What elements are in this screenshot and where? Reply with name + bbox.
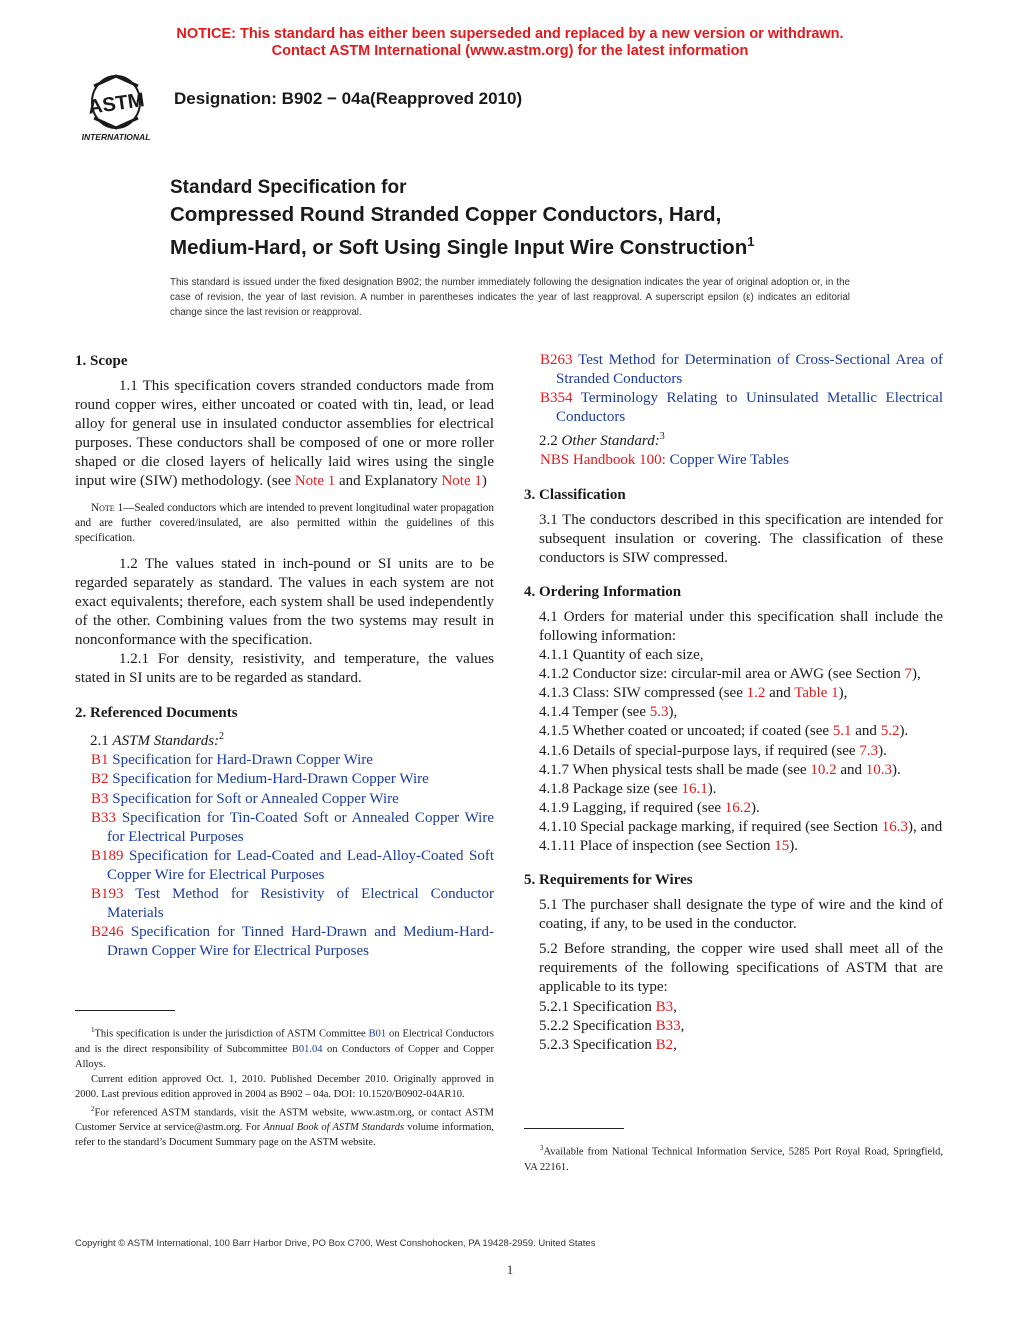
designation: Designation: B902 − 04a(Reapproved 2010) (174, 89, 523, 108)
para-4-1-6-text: 4.1.6 Details of special-purpose lays, if required (see (539, 742, 856, 759)
title-line-2: Compressed Round Stranded Copper Conductors, Hard, (170, 203, 722, 226)
para-5-2-2: 5.2.2 Specification B33, (539, 1017, 685, 1034)
note-1-label: Note 1 (91, 501, 124, 514)
reference-title: Test Method for Determination of Cross-Sectional Area of Stranded Conductors (556, 352, 943, 388)
para-1-1-mid: and Explanatory (338, 473, 438, 490)
footnote-2: $^2$For referenced ASTM standards, visit the ASTM website, www.astm.org, or contact ASTM Customer Service at service@astm.org. For Annual Book of ASTM Standards volume information, refer to the standard’s Document Summary page on the ASTM website. (75, 1104, 494, 1148)
section-4-heading: 4. Ordering Information (524, 583, 682, 600)
para-4-1-7-text: 4.1.7 When physical tests shall be made (see (539, 761, 807, 778)
para-4-1-10-text: 4.1.10 Special package marking, if required (see Section (539, 818, 879, 835)
para-1-2-1: 1.2.1 For density, resistivity, and temperature, the values stated in SI units are to be regarded as standard. (75, 651, 494, 687)
para-4-1-5-end: ). (899, 723, 909, 740)
para-4-1-1: 4.1.1 Quantity of each size, (539, 647, 704, 664)
para-4-1: 4.1 Orders for material under this specification shall include the following information: (539, 608, 943, 644)
para-4-1-4-text: 4.1.4 Temper (see (539, 704, 646, 721)
notice-line-2: Contact ASTM International (www.astm.org) for the latest information (271, 43, 749, 59)
para-5-2-1: 5.2.1 Specification B3, (539, 998, 677, 1015)
astm-reference-list (75, 751, 494, 961)
committee-b01-link[interactable]: B01 (368, 1028, 387, 1040)
section-1-2-link[interactable]: 1.2 (746, 685, 766, 702)
reference-code: B189 (91, 847, 124, 864)
logo-org-text: INTERNATIONAL (81, 132, 151, 142)
para-4-1-5 (524, 722, 943, 741)
section-3-heading: 3. Classification (524, 486, 626, 503)
para-3-1: 3.1 The conductors described in this specification are intended for subsequent insulation or covering. The classification of these conductors is SIW compressed. (539, 511, 943, 566)
para-4-1-2-text: 4.1.2 Conductor size: circular-mil area or AWG (see Section (539, 666, 901, 683)
para-4-1-9-text: 4.1.9 Lagging, if required (see (539, 799, 722, 816)
copyright: Copyright © ASTM International, 100 Barr Harbor Drive, PO Box C700, West Conshohocken, PA 19428-2959. United States (75, 1238, 596, 1249)
left-footnotes (75, 1010, 494, 1150)
para-4-1-3-text: 4.1.3 Class: SIW compressed (see (539, 685, 743, 702)
section-5-heading: 5. Requirements for Wires (524, 872, 693, 889)
para-1-2: 1.2 The values stated in inch-pound or SI units are to be regarded separately as standard. The values in each system are not exact equivalents; therefore, each system shall be used independently of the other. Combining values from the two systems may result in nonconformance with the specification. (75, 555, 494, 648)
para-2-1-label: 2.1 (90, 733, 109, 750)
section-7-3-link[interactable]: 7.3 (859, 742, 879, 759)
reference-code: B354 (540, 390, 573, 407)
note-1 (75, 501, 494, 546)
para-4-1-11 (524, 837, 943, 856)
nbs-code: NBS Handbook 100: (540, 452, 666, 469)
para-4-1-8-end: ). (707, 780, 717, 797)
table-1-link[interactable]: Table 1 (794, 685, 839, 702)
para-4-1-6 (524, 742, 943, 761)
para-2-1-sup: 2 (219, 731, 225, 743)
footnote-1: $^1$This specification is under the jurisdiction of ASTM Committee B01 on Electrical Conductors and is the direct responsibility of Subcommittee B01.04 on Conductors of Copper and Copper Alloys. (75, 1026, 495, 1070)
para-2-1-italic: ASTM Standards: (112, 733, 220, 750)
para-1-1-end: ) (481, 473, 487, 490)
section-15-link[interactable]: 15 (774, 837, 790, 854)
para-4-1-10 (524, 818, 943, 837)
para-4-1-3-mid: and (769, 685, 791, 702)
footnote-1-text-b: on Electrical Conductors and is the direct responsibility of Subcommittee (75, 1028, 495, 1055)
para-5-1: 5.1 The purchaser shall designate the type of wire and the kind of coating, if any, to be used in the conductor. (539, 897, 943, 933)
section-16-2-link[interactable]: 16.2 (724, 799, 752, 816)
reference-code: B3 (91, 790, 109, 807)
para-5-2: 5.2 Before stranding, the copper wire used shall meet all of the requirements of the following specifications of ASTM that are applicable to its type: (539, 941, 943, 996)
reference-code: B2 (91, 771, 109, 788)
para-5-2-1-text: 5.2.1 Specification (539, 998, 652, 1015)
footnote-rule (524, 1128, 624, 1129)
spec-b3-link[interactable]: B3 (655, 998, 674, 1015)
para-4-1-3-end: ), (838, 685, 848, 702)
section-7-link[interactable]: 7 (904, 666, 912, 683)
footnote-2-italic: Annual Book of ASTM Standards (263, 1122, 405, 1133)
footnote-1-text-c: on Conductors of Copper and Copper Alloys. (75, 1043, 494, 1070)
notice-line-1: NOTICE: This standard has either been superseded and replaced by a new version or withdrawn. (176, 26, 844, 42)
para-2-2 (524, 427, 943, 451)
reference-title: Specification for Tinned Hard-Drawn and Medium-Hard-Drawn Copper Wire for Electrical Purposes (107, 924, 494, 960)
reference-item[interactable] (75, 847, 494, 885)
reference-title: Test Method for Resistivity of Electrical Conductor Materials (107, 885, 494, 922)
para-5-2-3: 5.2.3 Specification B2, (539, 1036, 677, 1053)
section-1-heading: 1. Scope (75, 353, 128, 369)
reference-title: Specification for Medium-Hard-Drawn Copper Wire (112, 771, 429, 788)
reference-code: B33 (91, 809, 117, 826)
reference-item[interactable] (524, 351, 943, 389)
page-number: 1 (506, 1262, 514, 1277)
para-4-1-4-end: ), (668, 704, 678, 721)
reference-item[interactable] (75, 809, 494, 847)
para-4-1-2-end: ), (911, 666, 921, 683)
reference-code: B246 (91, 924, 124, 941)
reference-item[interactable] (75, 885, 494, 923)
right-column (524, 351, 943, 1055)
para-1-1 (75, 377, 494, 492)
para-5-2-2-text: 5.2.2 Specification (539, 1017, 652, 1034)
section-16-3-link[interactable]: 16.3 (881, 818, 909, 835)
svg-text:ASTM: ASTM (86, 89, 146, 119)
footnote-2-text-a: For referenced ASTM standards, visit the ASTM website, www.astm.org, or contact ASTM Customer Service at service@astm.org. For (75, 1107, 494, 1133)
para-4-1-8-text: 4.1.8 Package size (see (539, 780, 678, 797)
para-5-2-3-text: 5.2.3 Specification (539, 1036, 652, 1053)
para-4-1-11-text: 4.1.11 Place of inspection (see Section (539, 837, 771, 854)
title-line-3-text: Medium-Hard, or Soft Using Single Input Wire Construction (170, 236, 748, 259)
para-4-1-7-end: ). (892, 761, 901, 778)
para-4-1-10-end: ), and (908, 818, 943, 835)
title-line-1: Standard Specification for (170, 177, 407, 198)
nbs-reference[interactable] (524, 451, 943, 470)
para-4-1-7 (524, 761, 943, 780)
section-10-3-link[interactable]: 10.3 (865, 761, 892, 778)
right-footnotes (524, 1128, 943, 1175)
note-1-text: —Sealed conductors which are intended to prevent longitudinal water propagation and are further covered/insulated, are also permitted within the guidelines of this specification. (75, 501, 494, 544)
reference-item[interactable] (524, 389, 943, 427)
para-1-1-text: 1.1 This specification covers stranded conductors made from round copper wires, either uncoated or coated with tin, lead, or lead alloy for general use in insulated conductor assemblies for electrical purposes. These conductors shall be composed of one or more roller shaped or die closed layers of helically laid wires using the single input wire (SIW) methodology. (see (75, 378, 494, 490)
para-4-1-8 (524, 780, 943, 799)
title-line-3 (170, 228, 754, 261)
reference-item[interactable] (75, 923, 494, 961)
para-2-2-italic: Other Standard: (561, 433, 660, 450)
reference-code: B193 (91, 885, 124, 902)
footnote-1-text-a: This specification is under the jurisdiction of ASTM Committee (94, 1028, 366, 1040)
footnote-3: $^3$Available from National Technical Information Service, 5285 Port Royal Road, Springfield, VA 22161. (524, 1144, 943, 1173)
reference-title: Specification for Lead-Coated and Lead-Alloy-Coated Soft Copper Wire for Electrical Purposes (107, 847, 494, 883)
footnote-2-text-b: volume information, refer to the standard’s Document Summary page on the ASTM website. (75, 1122, 494, 1148)
subcommittee-b0104-link[interactable]: B01.04 (291, 1043, 323, 1055)
reference-item[interactable] (75, 790, 494, 809)
reference-item[interactable] (75, 770, 494, 789)
reference-item[interactable] (75, 751, 494, 770)
para-2-2-sup: 3 (659, 431, 665, 443)
para-4-1-6-end: ). (878, 742, 887, 759)
reference-title: Terminology Relating to Uninsulated Metallic Electrical Conductors (556, 390, 944, 426)
para-4-1-5-text: 4.1.5 Whether coated or uncoated; if coated (see (539, 723, 830, 740)
issued-statement: This standard is issued under the fixed designation B902; the number immediately following the designation indicates the year of original adoption or, in the case of revision, the year of last revision. A number in parentheses indicates the year of last reapproval. A superscript epsilon (ε) indicates an editorial change since the last revision or reapproval. (170, 277, 850, 318)
para-4-1-9 (524, 799, 943, 818)
para-2-2-label: 2.2 (539, 433, 558, 450)
section-5-3-link[interactable]: 5.3 (649, 704, 669, 721)
title-footnote-mark: 1 (747, 234, 755, 249)
reference-code: B263 (540, 352, 573, 368)
section-5-1-link[interactable]: 5.1 (832, 723, 852, 740)
astm-logo (70, 72, 162, 144)
left-column (75, 351, 494, 961)
note-1-link[interactable]: Note 1 (294, 473, 336, 490)
para-4-1-2 (524, 665, 943, 684)
footnote-1-edition: Current edition approved Oct. 1, 2010. Published December 2010. Originally approved in 2000. Last previous edition approved in 2004 as B902 – 04a. DOI: 10.1520/B0902-04AR10. (75, 1073, 494, 1100)
para-4-1-11-end: ). (789, 837, 798, 854)
spec-b2-link[interactable]: B2 (655, 1036, 674, 1053)
para-4-1-9-end: ). (751, 799, 760, 816)
standard-title (170, 175, 754, 261)
section-5-2-link[interactable]: 5.2 (880, 723, 900, 740)
reference-title: Specification for Tin-Coated Soft or Annealed Copper Wire for Electrical Purposes (107, 809, 494, 845)
section-10-2-link[interactable]: 10.2 (810, 761, 837, 778)
section-16-1-link[interactable]: 16.1 (681, 780, 708, 797)
para-4-1-3 (524, 684, 943, 703)
supersede-notice (0, 26, 1020, 60)
nbs-title: Copper Wire Tables (669, 452, 790, 469)
para-4-1-5-mid: and (855, 723, 877, 740)
reference-title: Specification for Soft or Annealed Copper Wire (112, 790, 399, 807)
spec-b33-link[interactable]: B33 (655, 1017, 681, 1034)
para-4-1-4 (524, 703, 943, 722)
para-4-1-7-mid: and (840, 761, 862, 778)
para-2-1 (75, 727, 494, 751)
section-2-heading: 2. Referenced Documents (75, 705, 238, 722)
reference-title: Specification for Hard-Drawn Copper Wire (112, 752, 373, 769)
note-1-link-2[interactable]: Note 1 (441, 473, 482, 490)
footnote-rule (75, 1010, 175, 1011)
footnote-3-text: Available from National Technical Information Service, 5285 Port Royal Road, Springfield, VA 22161. (524, 1146, 943, 1173)
reference-code: B1 (91, 752, 109, 769)
